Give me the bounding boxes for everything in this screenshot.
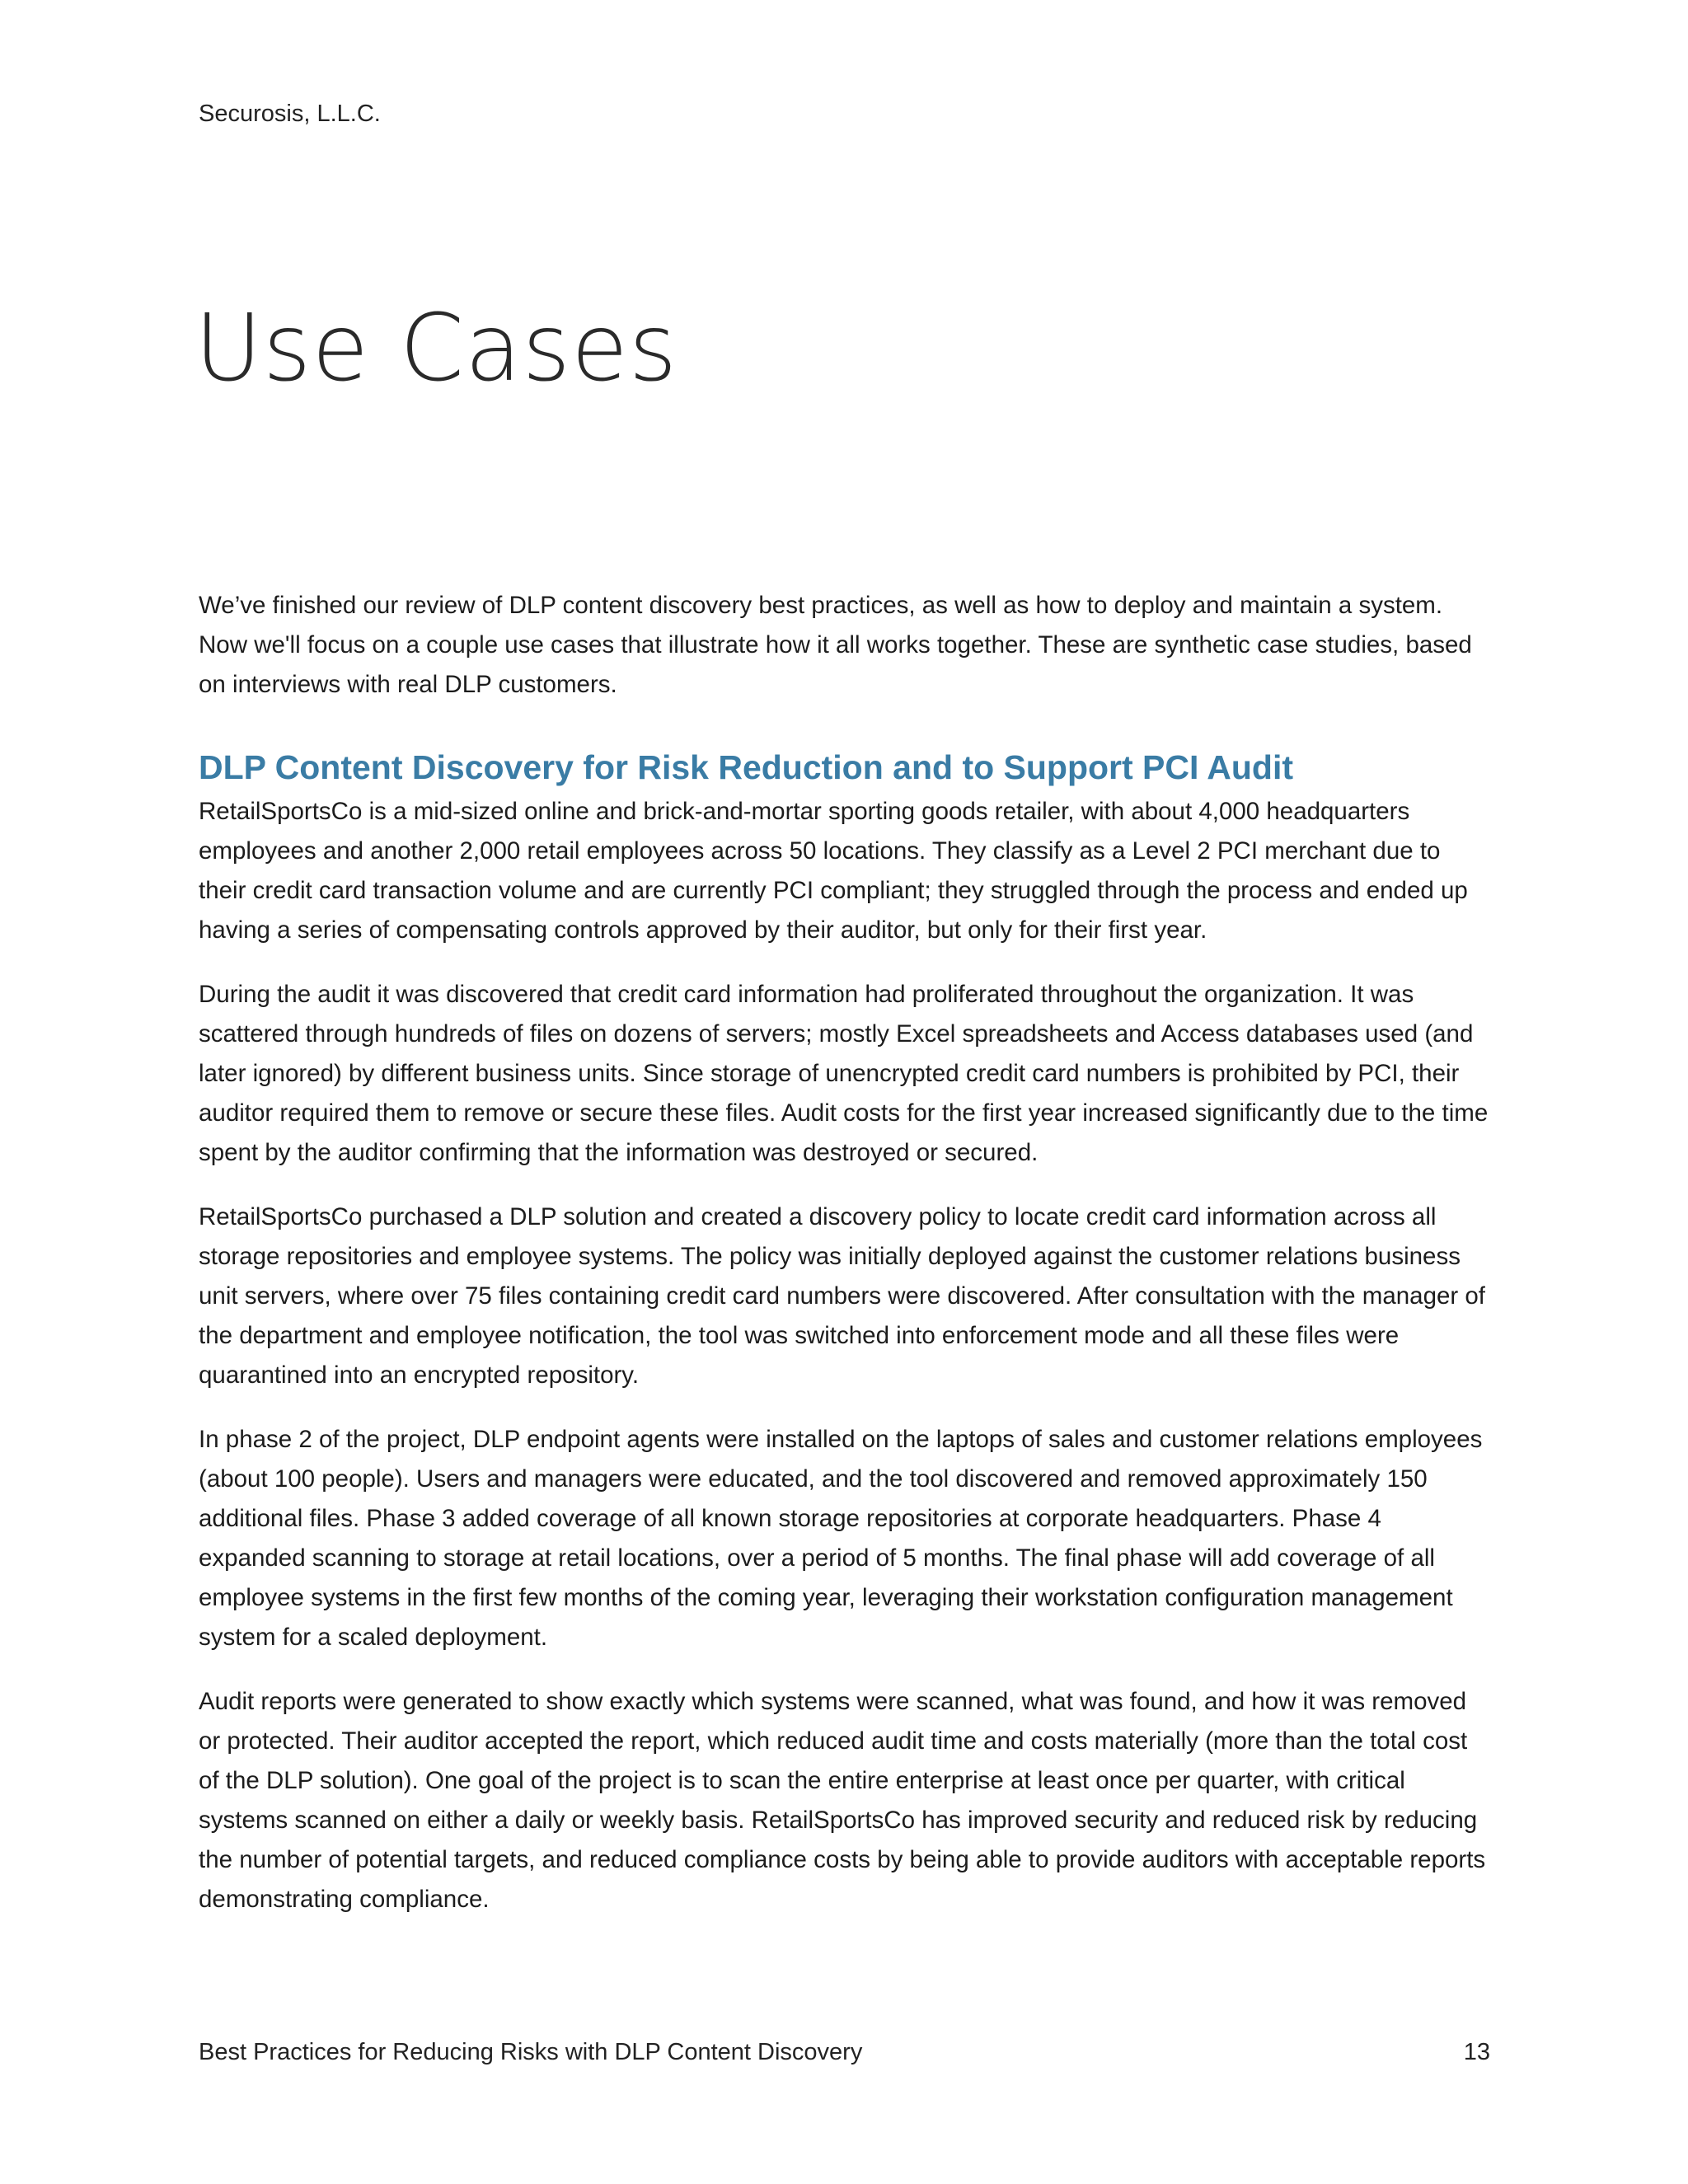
body-paragraph: Audit reports were generated to show exactly which systems were scanned, what was found, and how it was removed or protected. Their auditor accepted the report, which reduced audit time and costs materially (more than the total cost of the DLP solution). One goal of the project is to scan the entire enterprise at least once per quarter, with critical systems scanned on either a daily or weekly basis. RetailSportsCo has improved security and reduced risk by reducing the number of potential targets, and reduced compliance costs by being able to provide auditors with acceptable reports demonstrating compliance. — [199, 1688, 1486, 1913]
body-paragraph: RetailSportsCo is a mid-sized online and brick-and-mortar sporting goods retailer, with about 4,000 headquarters employees and another 2,000 retail employees across 50 locations. They classify as a Level 2 PCI merchant due to their credit card transaction volume and are currently PCI compliant; they struggled through the process and ended up having a series of compensating controls approved by their auditor, but only for their first year. — [199, 798, 1468, 944]
header-organization: Securosis, L.L.C. — [199, 101, 381, 127]
body-paragraph: RetailSportsCo purchased a DLP solution and created a discovery policy to locate credit card information across all storage repositories and employee systems. The policy was initially deployed against the customer relations business unit servers, where over 75 files containing credit card numbers were discovered. After consultation with the manager of the department and employee notification, the tool was switched into enforcement mode and all these files were quarantined into an encrypted repository. — [199, 1203, 1486, 1389]
page-title: Use Cases — [195, 295, 678, 402]
intro-paragraph: We’ve finished our review of DLP content discovery best practices, as well as how to deploy and maintain a system. Now we'll focus on a couple use cases that illustrate how it all works together. These are synthetic case studies, based on interviews with real DLP customers. — [199, 592, 1472, 698]
section-heading: DLP Content Discovery for Risk Reduction and to Support PCI Audit — [199, 748, 1294, 786]
body-paragraph: During the audit it was discovered that credit card information had proliferated throughout the organization. It was scattered through hundreds of files on dozens of servers; mostly Excel spreadsheets and Access databases used (and later ignored) by different business units. Since storage of unencrypted credit card numbers is prohibited by PCI, their auditor required them to remove or secure these files. Audit costs for the first year increased significantly due to the time spent by the auditor confirming that the information was destroyed or secured. — [199, 981, 1489, 1166]
page-number: 13 — [1463, 2039, 1490, 2065]
footer-document-title: Best Practices for Reducing Risks with DLP Content Discovery — [199, 2039, 863, 2065]
document-body — [199, 586, 1493, 1944]
body-paragraph: In phase 2 of the project, DLP endpoint agents were installed on the laptops of sales and customer relations employees (about 100 people). Users and managers were educated, and the tool discovered and removed approximately 150 additional files. Phase 3 added coverage of all known storage repositories at corporate headquarters. Phase 4 expanded scanning to storage at retail locations, over a period of 5 months. The final phase will add coverage of all employee systems in the first few months of the coming year, leveraging their workstation configuration management system for a scaled deployment. — [199, 1426, 1483, 1651]
